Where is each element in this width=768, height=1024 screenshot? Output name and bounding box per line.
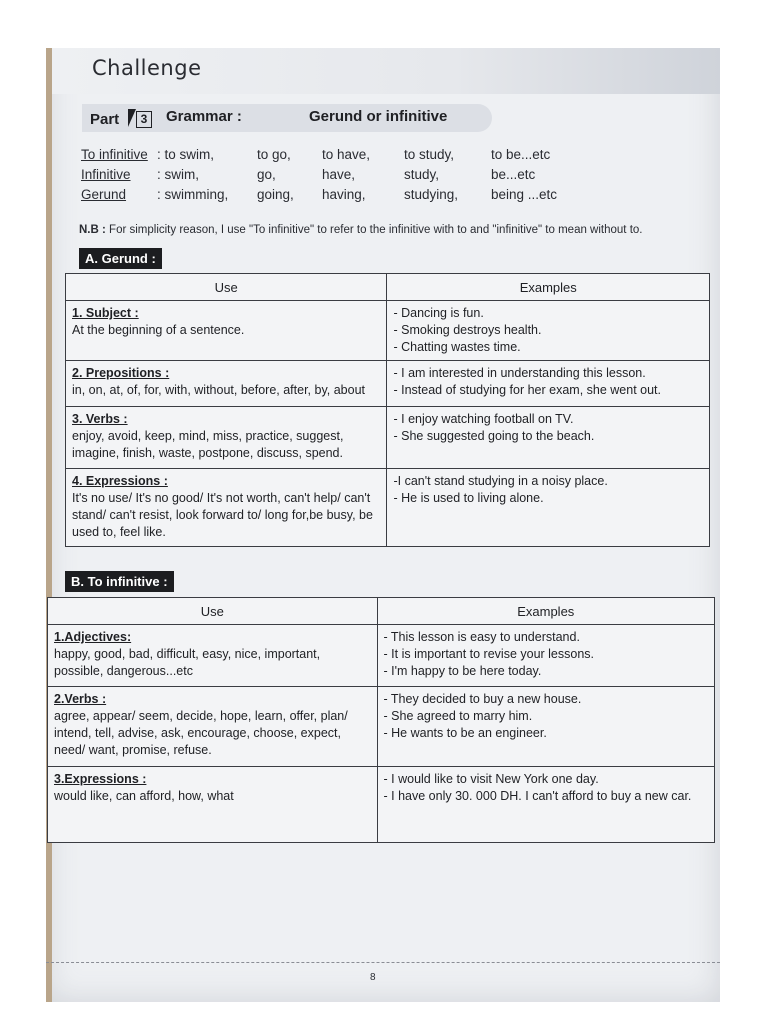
use-title: 1. Subject : <box>72 306 139 320</box>
examples-cell <box>387 301 710 361</box>
verb-form-item: be...etc <box>491 167 536 182</box>
use-title: 4. Expressions : <box>72 474 168 488</box>
verb-form-item: have, <box>322 167 356 182</box>
part-number-badge <box>128 109 158 129</box>
example-line: - I am interested in understanding this lesson. <box>393 366 646 380</box>
examples-cell <box>387 361 710 407</box>
verb-form-item: to be...etc <box>491 147 551 162</box>
example-line: - Dancing is fun. <box>393 306 484 320</box>
verb-form-item: to study, <box>404 147 455 162</box>
table-row <box>66 469 710 547</box>
example-line: - I would like to visit New York one day. <box>383 772 599 786</box>
infinitive-table <box>47 597 715 843</box>
table-row <box>66 361 710 407</box>
use-cell <box>66 469 387 547</box>
example-line: - He is used to living alone. <box>393 491 544 505</box>
verb-form-label: To infinitive <box>81 147 148 162</box>
examples-cell <box>377 687 714 767</box>
examples-cell <box>377 767 714 843</box>
example-line: - Chatting wastes time. <box>393 340 521 354</box>
infinitive-section-title: B. To infinitive : <box>65 571 174 592</box>
example-line: - I enjoy watching football on TV. <box>393 412 574 426</box>
use-cell <box>66 301 387 361</box>
badge-notch-icon <box>128 109 136 127</box>
use-cell <box>66 361 387 407</box>
verb-form-item: studying, <box>404 187 459 202</box>
verb-form-item: going, <box>257 187 294 202</box>
gerund-table <box>65 273 710 547</box>
use-text: would like, can afford, how, what <box>54 789 234 803</box>
use-text: in, on, at, of, for, with, without, before, after, by, about <box>72 383 365 397</box>
grammar-topic: Gerund or infinitive <box>309 108 448 125</box>
use-cell <box>48 625 378 687</box>
use-title: 1.Adjectives: <box>54 630 132 644</box>
use-text: agree, appear/ seem, decide, hope, learn, offer, plan/ intend, tell, advise, ask, encourage, choose, expect, need/ want, promise, refuse. <box>54 709 348 757</box>
note-label: N.B : <box>79 224 106 236</box>
verb-form-item: go, <box>257 167 276 182</box>
example-line: -I can't stand studying in a noisy place. <box>393 474 608 488</box>
example-line: - They decided to buy a new house. <box>383 692 582 706</box>
example-line: - It is important to revise your lessons. <box>383 647 595 661</box>
use-text: enjoy, avoid, keep, mind, miss, practice, suggest, imagine, finish, waste, postpone, discuss, spend. <box>72 429 344 460</box>
part-label: Part <box>90 111 120 128</box>
use-cell <box>48 767 378 843</box>
table-row <box>66 407 710 469</box>
verb-form-label: Infinitive <box>81 167 131 182</box>
verb-form-item: having, <box>322 187 366 202</box>
use-text: It's no use/ It's no good/ It's not worth, can't help/ can't stand/ can't resist, look forward to/ long for,be busy, be used to, feel like. <box>72 491 373 539</box>
verb-form-item: to go, <box>257 147 291 162</box>
page-title: Challenge <box>92 56 202 80</box>
table-row <box>48 687 715 767</box>
example-line: - I'm happy to be here today. <box>383 664 542 678</box>
use-column-header: Use <box>66 274 387 301</box>
use-title: 2.Verbs : <box>54 692 107 706</box>
example-line: - Smoking destroys health. <box>393 323 542 337</box>
part-number: 3 <box>136 111 152 128</box>
page-number: 8 <box>370 972 376 983</box>
note-text: For simplicity reason, I use "To infinitive" to refer to the infinitive with to and "infinitive" to mean without to. <box>109 224 643 236</box>
verb-form-item: being ...etc <box>491 187 558 202</box>
use-text: At the beginning of a sentence. <box>72 323 245 337</box>
examples-column-header: Examples <box>377 598 714 625</box>
examples-cell <box>377 625 714 687</box>
use-column-header: Use <box>48 598 378 625</box>
verb-form-item: : swim, <box>157 167 199 182</box>
gerund-section-title: A. Gerund : <box>79 248 162 269</box>
example-line: - This lesson is easy to understand. <box>383 630 580 644</box>
verb-form-item: study, <box>404 167 440 182</box>
page-edge <box>46 48 52 1002</box>
use-cell <box>66 407 387 469</box>
use-cell <box>48 687 378 767</box>
table-row <box>48 625 715 687</box>
table-row <box>48 767 715 843</box>
footer-divider <box>46 962 720 963</box>
example-line: - I have only 30. 000 DH. I can't afford to buy a new car. <box>383 789 692 803</box>
use-title: 2. Prepositions : <box>72 366 170 380</box>
example-line: - She suggested going to the beach. <box>393 429 595 443</box>
verb-form-item: to have, <box>322 147 371 162</box>
table-header-row <box>66 274 710 301</box>
table-header-row <box>48 598 715 625</box>
example-line: - Instead of studying for her exam, she went out. <box>393 383 661 397</box>
examples-cell <box>387 469 710 547</box>
example-line: - He wants to be an engineer. <box>383 726 547 740</box>
verb-form-label: Gerund <box>81 187 127 202</box>
example-line: - She agreed to marry him. <box>383 709 533 723</box>
use-title: 3.Expressions : <box>54 772 147 786</box>
grammar-label: Grammar : <box>166 108 242 125</box>
use-text: happy, good, bad, difficult, easy, nice, important, possible, dangerous...etc <box>54 647 321 678</box>
use-title: 3. Verbs : <box>72 412 128 426</box>
verb-form-item: : swimming, <box>157 187 229 202</box>
examples-cell <box>387 407 710 469</box>
note <box>79 224 642 236</box>
table-row <box>66 301 710 361</box>
verb-form-item: : to swim, <box>157 147 215 162</box>
examples-column-header: Examples <box>387 274 710 301</box>
